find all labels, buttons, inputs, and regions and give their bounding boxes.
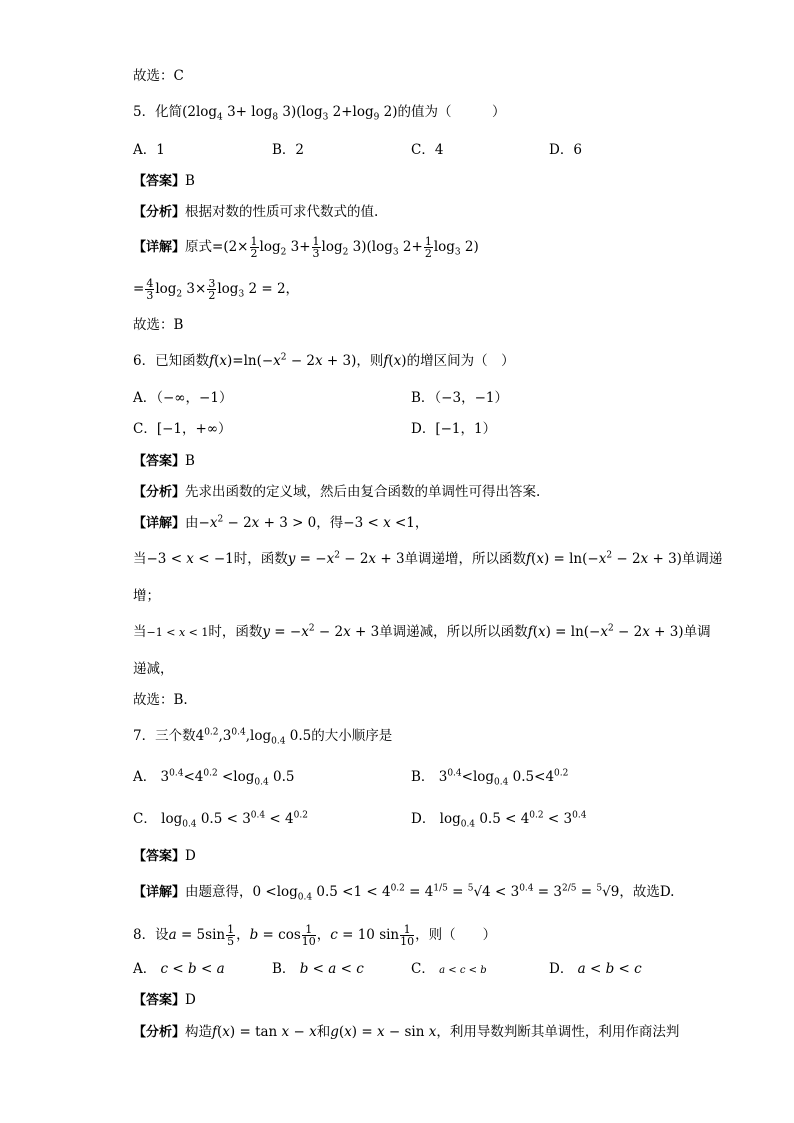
text-line: 增；	[133, 588, 160, 604]
text-line: 故选：C	[133, 68, 184, 84]
analysis-line: 【分析】先求出函数的定义域，然后由复合函数的单调性可得出答案.	[133, 484, 541, 500]
question-5: 5．化简($2\log_4$ $3+ \log_8 3)(\log_3$ $2+\log_9$ 2)的值为（ ）	[133, 104, 506, 123]
answer-line: 【答案】B	[133, 173, 195, 189]
option-a: A． $3^{0.4}<4^{0.2} <\log_{0.4}$ 0.5	[133, 768, 295, 788]
option-c: C． a < c < b	[411, 961, 487, 977]
analysis-line: 【分析】构造f(x) = tan x − x和g(x) = x − sin x，利用导数判断其单调性，利用作商法判	[133, 1024, 680, 1040]
detail-line: 【详解】原式=(2× $\frac{1}{2}$ $\log_2 3+$ $\frac{1}{3}$ $\log_2 3)(\log_3$ 2+ $\frac{1}{2}$ $\log_3 2$)	[133, 235, 479, 260]
answer-line: 【答案】B	[133, 453, 195, 469]
option-d: D． a < b < c	[549, 961, 642, 977]
option-d: D． $\log_{0.4} 0.5 < 4^{0.2} < 3^{0.4}$	[411, 810, 587, 830]
answer-line: 【答案】D	[133, 992, 196, 1008]
analysis-line: 【分析】根据对数的性质可求代数式的值.	[133, 204, 379, 220]
option-b: B． $3^{0.4}<\log_{0.4}$ $0.5<4^{0.2}$	[411, 768, 569, 788]
option-a: A． c < b < a	[133, 961, 225, 977]
question-6: 6．已知函数$f(x)=\ln(-x^2 - 2x + 3)$，则f(x)的增区间为（ ）	[133, 352, 515, 369]
option-d: D．6	[549, 142, 582, 158]
detail-line-2: = $\frac{4}{3}$ $\log_2 3\times$ $\frac{3}{2}$ $\log_3 2 = 2$，	[133, 277, 300, 302]
option-a: A．（−∞，−1）	[133, 390, 233, 406]
detail-line-3: 当−1 < x < 1时，函数$y = -x^2 - 2x + 3$单调递减，所以所以函数$f(x) = \ln(-x^2 - 2x + 3)$单调	[133, 623, 711, 640]
text-line: 故选：B.	[133, 692, 188, 708]
question-7: 7．三个数$4^{0.2},3^{0.4},\log_{0.4}$ 0.5的大小顺序是	[133, 727, 393, 747]
question-8: 8．设a = 5sin $\frac{1}{5}$ ，b = cos $\frac{1}{10}$ ，c = 10 sin $\frac{1}{10}$ ，则（ ）	[133, 923, 497, 948]
detail-line: 【详解】由$-x^2 - 2x + 3 > 0$，得−3 < x <1，	[133, 514, 429, 531]
option-d: D．[−1，1）	[411, 421, 497, 437]
text-line: 故选：B	[133, 317, 184, 333]
option-b: B．2	[272, 142, 305, 158]
option-a: A．1	[133, 142, 165, 158]
option-b: B． b < a < c	[272, 961, 364, 977]
option-c: C．[−1，+∞）	[133, 421, 232, 437]
option-b: B．（−3，−1）	[411, 390, 508, 406]
text-line: 递减，	[133, 661, 174, 677]
detail-line-2: 当−3 < x < −1时，函数$y = -x^2 - 2x + 3$单调递增，所以函数$f(x) = \ln(-x^2 - 2x + 3)$单调递	[133, 550, 723, 567]
detail-line: 【详解】由题意得，$0 <\log_{0.4}$ $0.5 <1 < 4^{0.2} = 4^{1/5} = ^5√4 < 3^{0.4} = 3^{2/5} = ^5√9$，故选D.	[133, 883, 675, 903]
option-c: C． $\log_{0.4} 0.5 < 3^{0.4} < 4^{0.2}$	[133, 810, 308, 830]
answer-line: 【答案】D	[133, 848, 196, 864]
option-c: C．4	[411, 142, 444, 158]
